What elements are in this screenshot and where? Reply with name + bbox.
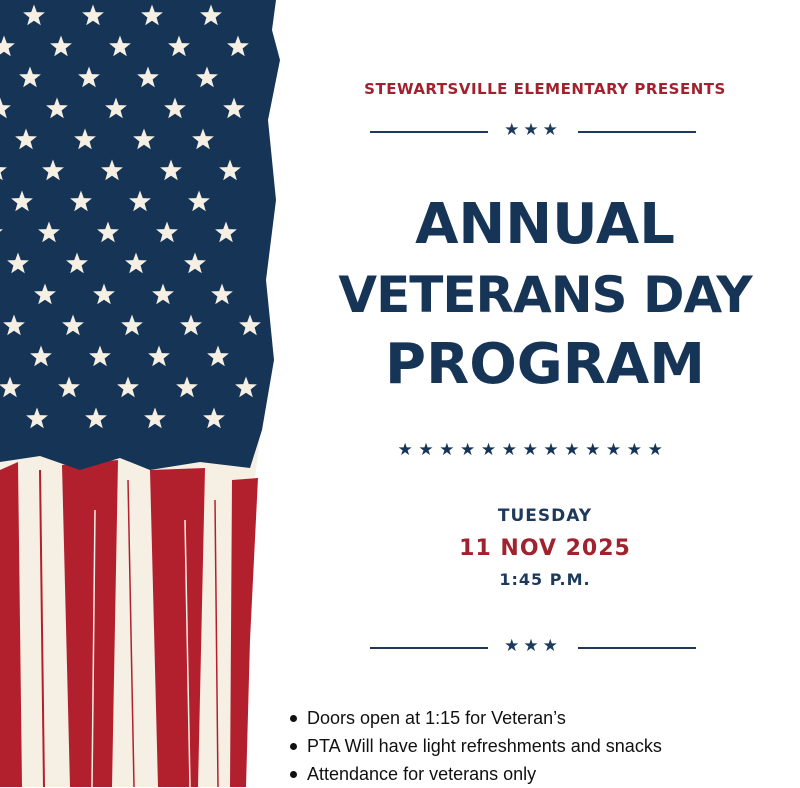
event-time: 1:45 P.M. bbox=[499, 570, 591, 589]
event-day: TUESDAY bbox=[497, 506, 593, 526]
flag-canton bbox=[0, 0, 280, 470]
top-divider bbox=[370, 122, 696, 142]
divider-line bbox=[578, 131, 696, 133]
flag-stripes bbox=[0, 420, 262, 787]
american-flag-icon bbox=[0, 0, 290, 787]
event-title bbox=[310, 190, 780, 400]
title-line-2: VETERANS DAY bbox=[338, 266, 752, 324]
list-item: PTA Will have light refreshments and snacks bbox=[290, 732, 770, 760]
title-line-1: ANNUAL bbox=[415, 192, 675, 257]
event-date: 11 NOV 2025 bbox=[459, 536, 631, 561]
presenter-line: STEWARTSVILLE ELEMENTARY PRESENTS bbox=[364, 80, 726, 98]
three-stars-icon: ★★★ bbox=[504, 636, 562, 656]
title-line-3: PROGRAM bbox=[385, 332, 705, 397]
bottom-divider bbox=[370, 638, 696, 658]
divider-line bbox=[578, 647, 696, 649]
three-stars-icon: ★★★ bbox=[504, 120, 562, 140]
list-item: Doors open at 1:15 for Veteran’s bbox=[290, 704, 770, 732]
star-row-icon: ★★★★★★★★★★★★★ bbox=[397, 440, 669, 460]
event-info bbox=[290, 0, 800, 787]
list-item: Attendance for veterans only bbox=[290, 760, 770, 788]
event-notes bbox=[290, 704, 770, 788]
